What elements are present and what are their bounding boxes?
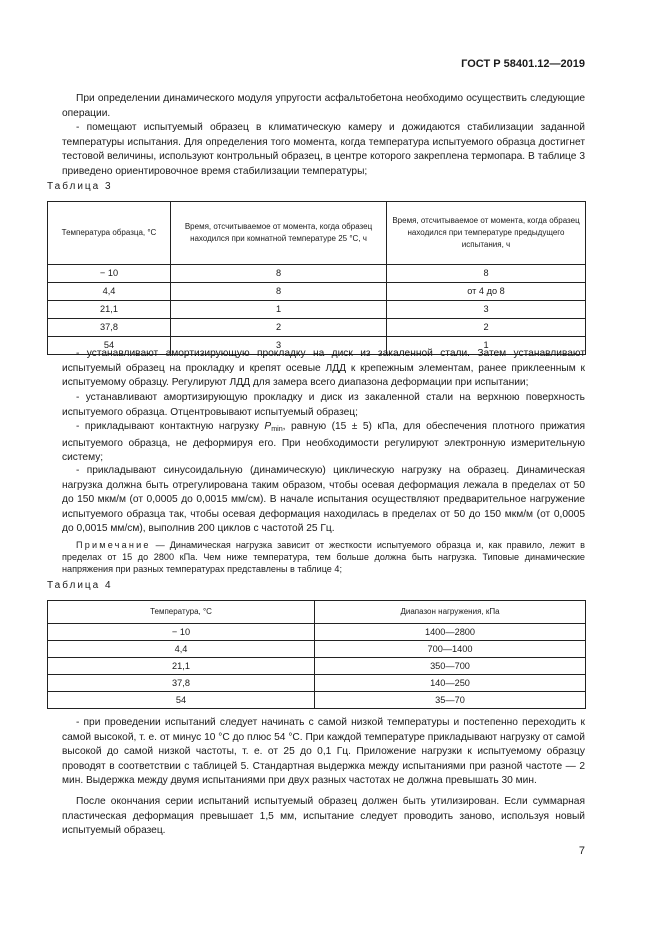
table-row <box>48 283 586 301</box>
table-cell: от 4 до 8 <box>387 283 586 301</box>
table-row <box>48 319 586 337</box>
note-label: Примечание <box>76 540 151 550</box>
table-cell: 1400—2800 <box>315 624 586 641</box>
table-cell: 54 <box>48 337 171 355</box>
note-paragraph <box>62 539 585 575</box>
table-row <box>48 301 586 319</box>
table-cell: 37,8 <box>48 319 171 337</box>
table-3-caption: Таблица 3 <box>47 181 113 192</box>
table-row <box>48 624 586 641</box>
table-cell: 8 <box>171 265 387 283</box>
testing-order-paragraph: - при проведении испытаний следует начинать с самой низкой температуры и постепенно переходить к самой высокой, т. е. от минус 10 °C до плюс 54 °C. При каждой температуре прикладывают нагрузку от самой высокой до самой низкой частоты, т. е. от 25 до 0,1 Гц. Приложение нагрузки к испытуемому образцу проводят в соответствии с таблицей 5. Стандартная выдержка между испытаниями при разной частоте — 2 мин. Выдержка между двумя испытаниями при двух разных частотах не должна превышать 30 мин. <box>62 717 585 787</box>
page-number: 7 <box>578 845 585 857</box>
disposal-paragraph: После окончания серии испытаний испытуемый образец должен быть утилизирован. Если суммарная пластическая деформация превышает 1,5 мм, испытание следует проводить заново, используя новый испытуемый образец. <box>62 796 585 837</box>
step-dynamic-load-paragraph: - прикладывают синусоидальную (динамическую) циклическую нагрузку на образец. Динамическая нагрузка должна быть отрегулирована таким образом, чтобы осевая деформация лежала в пределах от 50 до 150 мкм/м (от 0,0005 до 0,0015 мм/см). В начале испытания осуществляют предварительное нагружение испытуемого образца так, чтобы осевая деформация находилась в пределах от 50 до 150 мкм/м (от 0,0005 до 0,0015 мм/см), выполнив 200 циклов с частотой 25 Гц. <box>62 465 585 535</box>
table-row <box>48 265 586 283</box>
step-upper-pad-paragraph: - устанавливают амортизирующую прокладку и диск из закаленной стали на верхнюю поверхность испытуемого образца. Отцентровывают испытуемый образец; <box>62 392 585 418</box>
table-4 <box>47 600 586 709</box>
table-cell: 21,1 <box>48 301 171 319</box>
table-cell: − 10 <box>48 624 315 641</box>
table-cell: 4,4 <box>48 641 315 658</box>
table-cell: 8 <box>387 265 586 283</box>
step-install-pad-paragraph: - устанавливают амортизирующую прокладку на диск из закаленной стали. Затем устанавливают испытуемый образец на прокладку и крепят осевые ЛДД к крепежным элементам, ранее приклеенным к испытуемому образцу. Регулируют ЛДД для замера всего диапазона деформации при испытании; <box>62 348 585 389</box>
stabilization-paragraph: - помещают испытуемый образец в климатическую камеру и дожидаются стабилизации заданной температуры испытания. Для определения того момента, когда температура испытуемого образца достигнет тестовой величины, используют контрольный образец, в центре которого закреплена термопара. В таблице 3 приведено ориентировочное время стабилизации температуры; <box>62 122 585 177</box>
table-cell: 2 <box>171 319 387 337</box>
table-header-row <box>48 202 586 265</box>
table-3 <box>47 201 586 355</box>
contact-load-text-start: - прикладывают контактную нагрузку <box>76 421 265 432</box>
table-cell: 350—700 <box>315 658 586 675</box>
table-header-cell: Температура, °C <box>48 601 315 624</box>
contact-load-text-end: , равную (15 ± 5) кПа, для обеспечения плотного прижатия испытуемого образца, не деформируя его. При необходимости регулируют электронную измерительную систему; <box>62 421 585 464</box>
step-contact-load-paragraph <box>62 420 585 466</box>
table-row <box>48 675 586 692</box>
table-row <box>48 692 586 709</box>
table-4-caption: Таблица 4 <box>47 580 113 591</box>
table-cell: 21,1 <box>48 658 315 675</box>
table-cell: 1 <box>387 337 586 355</box>
table-cell: 54 <box>48 692 315 709</box>
table-cell: 4,4 <box>48 283 171 301</box>
table-row <box>48 658 586 675</box>
table-cell: 3 <box>171 337 387 355</box>
table-header-cell: Время, отсчитываемое от момента, когда образец находился при температуре предыдущего испытания, ч <box>387 202 586 265</box>
table-cell: 2 <box>387 319 586 337</box>
table-header-cell: Температура образца, °C <box>48 202 171 265</box>
table-row <box>48 641 586 658</box>
table-cell: 140—250 <box>315 675 586 692</box>
table-cell: − 10 <box>48 265 171 283</box>
note-text: — Динамическая нагрузка зависит от жесткости испытуемого образца и, как правило, лежит в пределах от 15 до 2800 кПа. Чем ниже температура, тем больше должна быть нагрузка. Типовые динамические напряжения при разных температурах представлены в таблице 4; <box>62 540 585 574</box>
pmin-subscript: min <box>271 425 283 433</box>
document-standard-number: ГОСТ Р 58401.12—2019 <box>461 58 585 70</box>
table-cell: 35—70 <box>315 692 586 709</box>
table-header-row <box>48 601 586 624</box>
table-cell: 700—1400 <box>315 641 586 658</box>
intro-paragraph: При определении динамического модуля упругости асфальтобетона необходимо осуществить следующие операции. <box>62 93 585 119</box>
table-cell: 1 <box>171 301 387 319</box>
table-cell: 8 <box>171 283 387 301</box>
table-cell: 3 <box>387 301 586 319</box>
pmin-symbol: P <box>264 421 272 432</box>
table-cell: 37,8 <box>48 675 315 692</box>
table-header-cell: Время, отсчитываемое от момента, когда образец находился при комнатной температуре 25 °C, ч <box>171 202 387 265</box>
table-header-cell: Диапазон нагружения, кПа <box>315 601 586 624</box>
